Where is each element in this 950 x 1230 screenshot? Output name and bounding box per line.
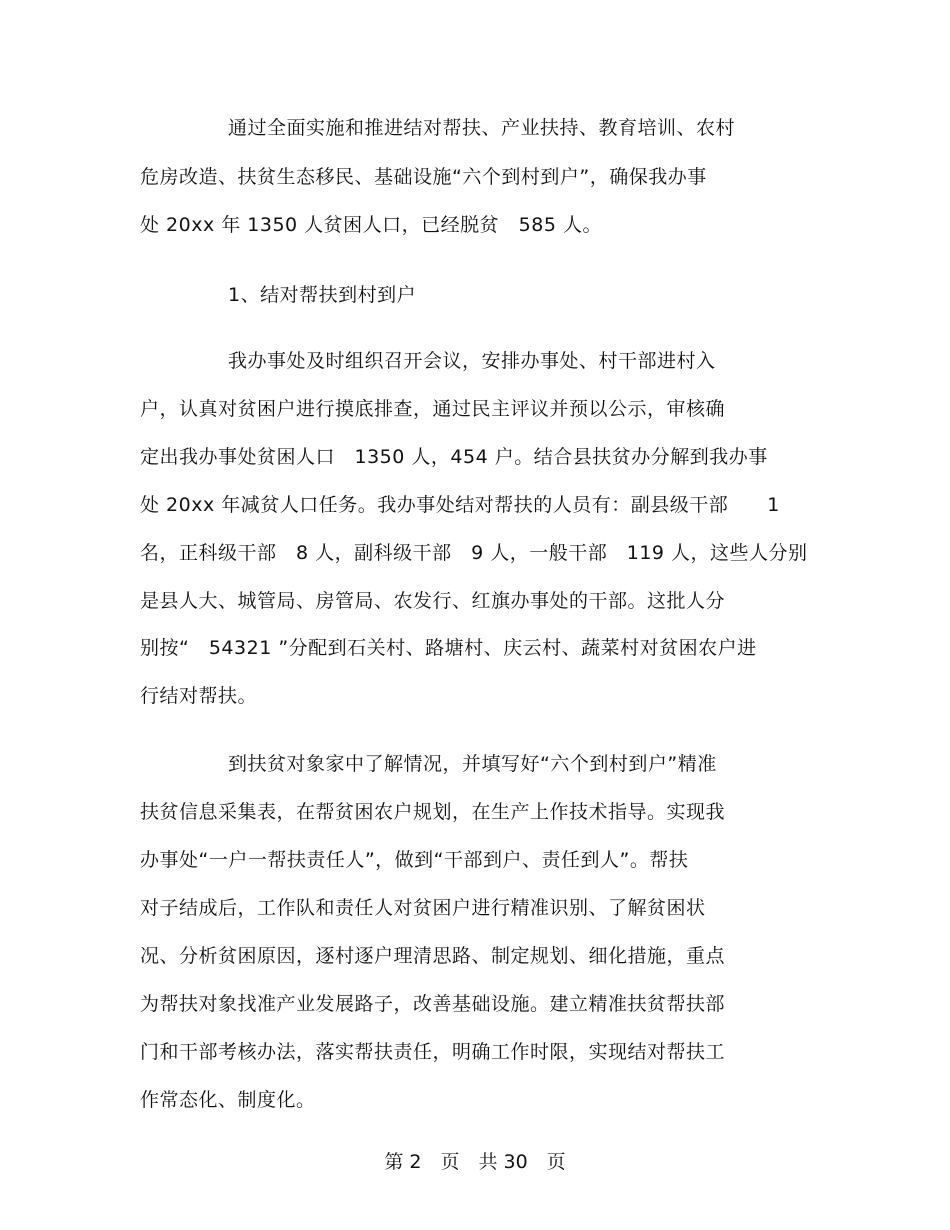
paragraph-3-line-4: 对子结成后，工作队和责任人对贫困户进行精准识别、了解贫困状: [140, 897, 706, 919]
paragraph-3-line-1: 到扶贫对象家中了解情况，并填写好“六个到村到户”精准: [228, 753, 717, 775]
paragraph-2-line-7: 别按“ 54321 ”分配到石关村、路塘村、庆云村、蔬菜村对贫困农户进: [140, 637, 757, 659]
page-number-footer: 第 2 页 共 30 页: [384, 1151, 566, 1173]
paragraph-1-line-1: 通过全面实施和推进结对帮扶、产业扶持、教育培训、农村: [228, 117, 736, 139]
paragraph-2-line-4: 处 20xx 年减贫人口任务。我办事处结对帮扶的人员有：副县级干部 1: [140, 494, 780, 516]
paragraph-3-line-6: 为帮扶对象找准产业发展路子，改善基础设施。建立精准扶贫帮扶部: [140, 993, 726, 1015]
paragraph-3-line-8: 作常态化、制度化。: [140, 1089, 316, 1111]
section-heading: 1、结对帮扶到村到户: [228, 284, 417, 306]
paragraph-3-line-2: 扶贫信息采集表，在帮贫困农户规划，在生产上作技术指导。实现我: [140, 801, 726, 823]
paragraph-2-line-6: 是县人大、城管局、房管局、农发行、红旗办事处的干部。这批人分: [140, 590, 726, 612]
paragraph-3-line-7: 门和干部考核办法，落实帮扶责任，明确工作时限，实现结对帮扶工: [140, 1041, 726, 1063]
paragraph-2-line-5: 名，正科级干部 8 人，副科级干部 9 人，一般干部 119 人，这些人分别: [140, 542, 808, 564]
paragraph-2-line-3: 定出我办事处贫困人口 1350 人，454 户。结合县扶贫办分解到我办事: [140, 446, 768, 468]
paragraph-2-line-1: 我办事处及时组织召开会议，安排办事处、村干部进村入: [228, 350, 716, 372]
paragraph-1-line-2: 危房改造、扶贫生态移民、基础设施“六个到村到户”，确保我办事: [140, 166, 707, 188]
paragraph-1-line-3: 处 20xx 年 1350 人贫困人口，已经脱贫 585 人。: [140, 214, 602, 236]
paragraph-3-line-5: 况、分析贫困原因，逐村逐户理清思路、制定规划、细化措施，重点: [140, 945, 726, 967]
paragraph-2-line-2: 户，认真对贫困户进行摸底排查，通过民主评议并预以公示，审核确: [140, 398, 726, 420]
paragraph-3-line-3: 办事处“一户一帮扶责任人”，做到“干部到户、责任到人”。帮扶: [140, 849, 689, 871]
paragraph-2-line-8: 行结对帮扶。: [140, 685, 258, 707]
